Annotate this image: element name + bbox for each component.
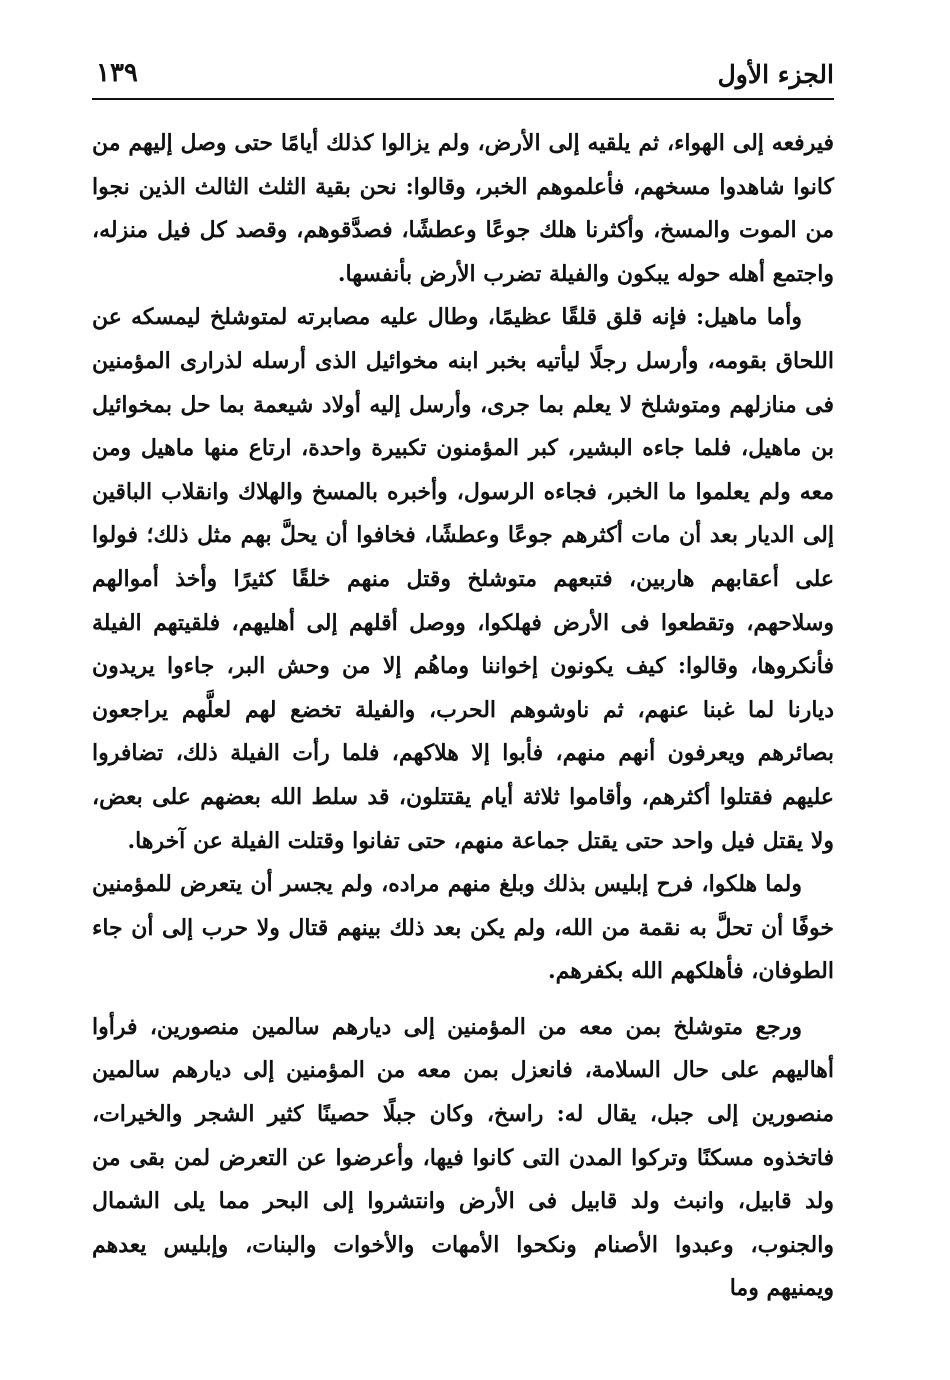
paragraph-4: ورجع متوشلخ بمن معه من المؤمنين إلى ديارهم سالمين منصورين، فرأوا أهاليهم على حال السلامة، فانعزل بمن معه من المؤمنين إلى ديارهم سالمين منصورين إلى جبل، يقال له: راسخ، وكان جبلًا حصينًا كثير الشجر والخيرات، فاتخذوه مسكنًا وتركوا المدن التى كانوا فيها، وأعرضوا عن التعرض لمن بقى من ولد قابيل، وانبث ولد قابيل فى الأرض وانتشروا إلى البحر مما يلى الشمال والجنوب، وعبدوا الأصنام ونكحوا الأمهات والأخوات والبنات، وإبليس يعدهم ويمنيهم وما <box>92 1013 834 1302</box>
page-number: ١٣٩ <box>96 58 138 88</box>
paragraph-2: وأما ماهيل: فإنه قلق قلقًا عظيمًا، وطال عليه مصابرته لمتوشلخ ليمسكه عن اللحاق بقومه، وأرسل رجلًا ليأتيه بخبر ابنه مخوائيل الذى أرسله لذرارى المؤمنين فى منازلهم ومتوشلخ لا يعلم بما جرى، وأرسل إليه أولاد شيعمة بما حل بمخوائيل بن ماهيل، فلما جاءه البشير، كبر المؤمنون تكبيرة واحدة، ارتاع منها ماهيل ومن معه ولم يعلموا ما الخبر، فجاءه الرسول، وأخبره بالمسخ والهلاك وانقلاب الباقين إلى الديار بعد أن مات أكثرهم جوعًا وعطشًا، فخافوا أن يحلَّ بهم مثل ذلك؛ فولوا على أعقابهم هاربين، فتبعهم متوشلخ وقتل منهم خلقًا كثيرًا وأخذ أموالهم وسلاحهم، وتقطعوا فى الأرض فهلكوا، ووصل أقلهم إلى أهليهم، فلقيتهم الفيلة فأنكروها، وقالوا: كيف يكونون إخواننا وماهُم إلا من وحش البر، جاءوا يريدون ديارنا لما غبنا عنهم، ثم ناوشوهم الحرب، والفيلة تخضع لهم لعلَّهم يراجعون بصائرهم ويعرفون أنهم منهم، فأبوا إلا هلاكهم، فلما رأت الفيلة ذلك، تضافروا عليهم فقتلوا أكثرهم، وأقاموا ثلاثة أيام يقتتلون، قد سلط الله بعضهم على بعض، ولا يقتل فيل واحد حتى يقتل جماعة منهم، حتى تفانوا وقتلت الفيلة عن آخرها. <box>92 304 834 854</box>
header-divider <box>92 98 834 100</box>
running-header <box>92 56 834 96</box>
body-text <box>92 122 834 1311</box>
paragraph-3: ولما هلكوا، فرح إبليس بذلك وبلغ منهم مراده، ولم يجسر أن يتعرض للمؤمنين خوفًا أن تحلَّ به نقمة من الله، ولم يكن بعد ذلك بينهم قتال ولا حرب إلى أن جاء الطوفان، فأهلكهم الله بكفرهم. <box>92 871 834 985</box>
running-title: الجزء الأول <box>717 60 834 89</box>
paragraph-1: فيرفعه إلى الهواء، ثم يلقيه إلى الأرض، ولم يزالوا كذلك أيامًا حتى وصل إليهم من كانوا شاهدوا مسخهم، فأعلموهم الخبر، وقالوا: نحن بقية الثلث الثالث الذين نجوا من الموت والمسخ، وأكثرنا هلك جوعًا وعطشًا، فصدَّقوهم، وقصد كل فيل منزله، واجتمع أهله حوله يبكون والفيلة تضرب الأرض بأنفسها. <box>92 130 834 287</box>
